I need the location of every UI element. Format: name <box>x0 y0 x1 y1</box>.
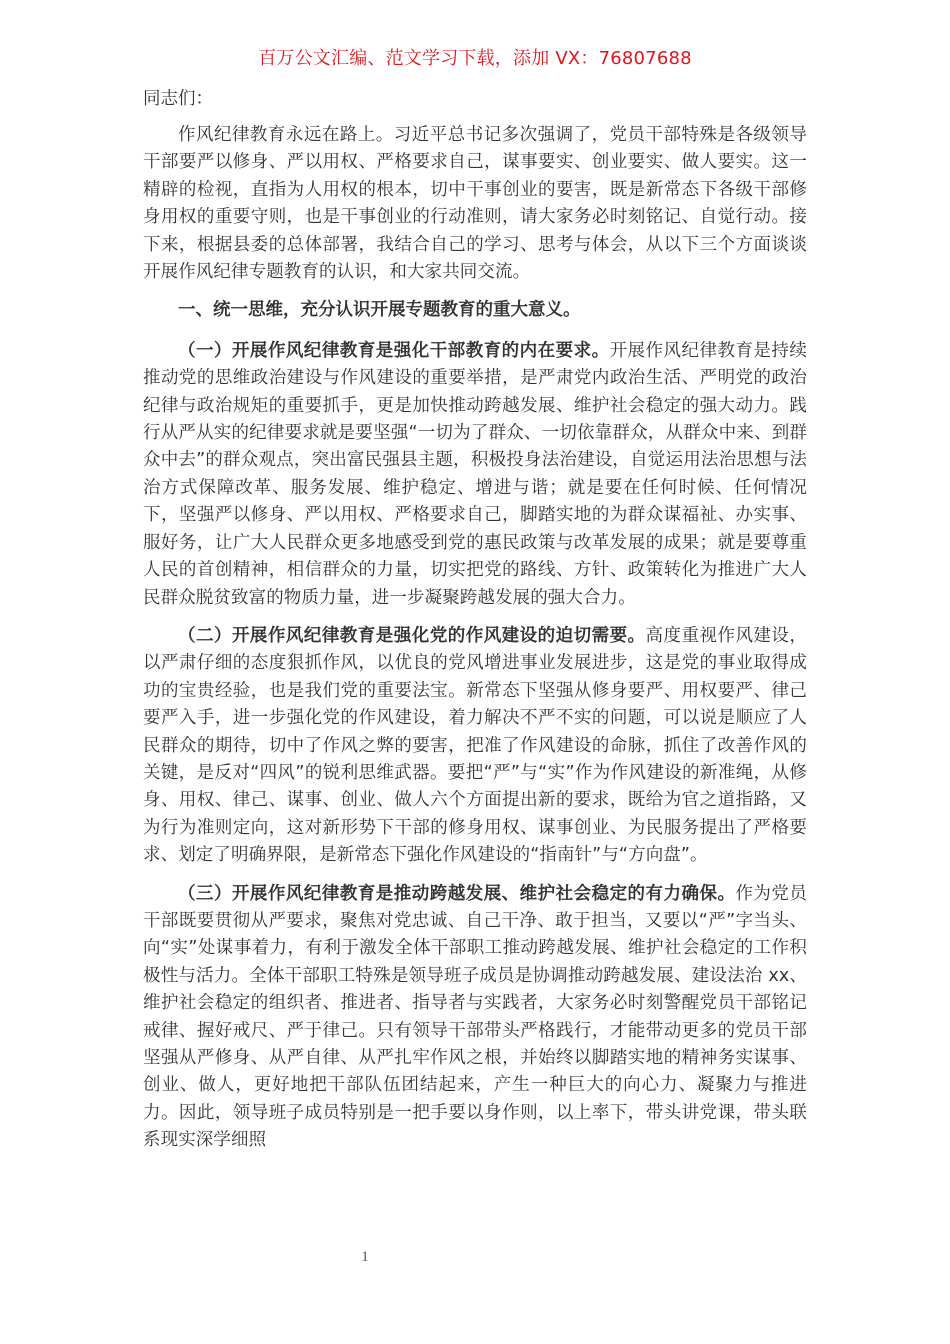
point-paragraph-2 <box>143 623 807 870</box>
document-body <box>143 86 807 1166</box>
section-heading: 一、统一思维，充分认识开展专题教育的重大意义。 <box>178 300 581 321</box>
point-body-3: 作为党员干部既要贯彻从严要求，聚焦对党忠诚、自己干净、敢于担当，又要以“严”字当头、向“实”处谋事着力，有利于激发全体干部职工推动跨越发展、维护社会稳定的工作积极性与活力。全体干部职工特殊是领导班子成员是协调推动跨越发展、建设法治 xx、维护社会稳定的组织者、推进者、指导者与实践者，大家务必时刻警醒党员干部铭记戒律、握好戒尺、严于律己。只有领导干部带头严格践行，才能带动更多的党员干部坚强从严修身、从严自律、从严扎牢作风之根，并始终以脚踏实地的精神务实谋事、创业、做人，更好地把干部队伍团结起来，产生一种巨大的向心力、凝聚力与推进力。因此，领导班子成员特别是一把手要以身作则，以上率下，带头讲党课，带头联系现实深学细照 <box>143 883 807 1151</box>
point-paragraph-1 <box>143 338 807 612</box>
page-number: 1 <box>361 1249 369 1265</box>
point-lead-3: （三）开展作风纪律教育是推动跨越发展、维护社会稳定的有力确保。 <box>178 883 736 904</box>
point-paragraph-3 <box>143 881 807 1155</box>
point-body-2: 高度重视作风建设，以严肃仔细的态度狠抓作风，以优良的党风增进事业发展进步，这是党的事业取得成功的宝贵经验，也是我们党的重要法宝。新常态下坚强从修身要严、用权要严、律己要严入手，进一步强化党的作风建设，着力解决不严不实的问题，可以说是顺应了人民群众的期待，切中了作风之弊的要害，把准了作风建设的命脉，抓住了改善作风的关键，是反对“四风”的锐利思维武器。要把“严”与“实”作为作风建设的新准绳，从修身、用权、律己、谋事、创业、做人六个方面提出新的要求，既给为官之道指路，又为行为准则定向，这对新形势下干部的修身用权、谋事创业、为民服务提出了严格要求、划定了明确界限，是新常态下强化作风建设的“指南针”与“方向盘”。 <box>143 625 807 866</box>
intro-paragraph: 作风纪律教育永远在路上。习近平总书记多次强调了，党员干部特殊是各级领导干部要严以修身、严以用权、严格要求自己，谋事要实、创业要实、做人要实。这一精辟的检视，直指为人用权的根本，切中干事创业的要害，既是新常态下各级干部修身用权的重要守则，也是干事创业的行动准则，请大家务必时刻铭记、自觉行动。接下来，根据县委的总体部署，我结合自己的学习、思考与体会，从以下三个方面谈谈开展作风纪律专题教育的认识，和大家共同交流。 <box>143 125 807 283</box>
watermark-banner: 百万公文汇编、范文学习下载，添加 VX：76807688 <box>258 48 692 69</box>
salutation: 同志们： <box>143 89 213 109</box>
point-lead-2: （二）开展作风纪律教育是强化党的作风建设的迫切需要。 <box>178 625 646 646</box>
point-body-1: 开展作风纪律教育是持续推动党的思维政治建设与作风建设的重要举措，是严肃党内政治生活、严明党的政治纪律与政治规矩的重要抓手，更是加快推动跨越发展、维护社会稳定的强大动力。践行从严从实的纪律要求就是要坚强“一切为了群众、一切依靠群众，从群众中来、到群众中去”的群众观点，突出富民强县主题，积极投身法治建设，自觉运用法治思想与法治方式保障改革、服务发展、维护稳定、增进与谐；就是要在任何时候、任何情况下，坚强严以修身、严以用权、严格要求自己，脚踏实地的为群众谋福祉、办实事、服好务，让广大人民群众更多地感受到党的惠民政策与改革发展的成果；就是要尊重人民的首创精神，相信群众的力量，切实把党的路线、方针、政策转化为推进广大人民群众脱贫致富的物质力量，进一步凝聚跨越发展的强大合力。 <box>143 340 807 608</box>
point-lead-1: （一）开展作风纪律教育是强化干部教育的内在要求。 <box>178 340 610 361</box>
